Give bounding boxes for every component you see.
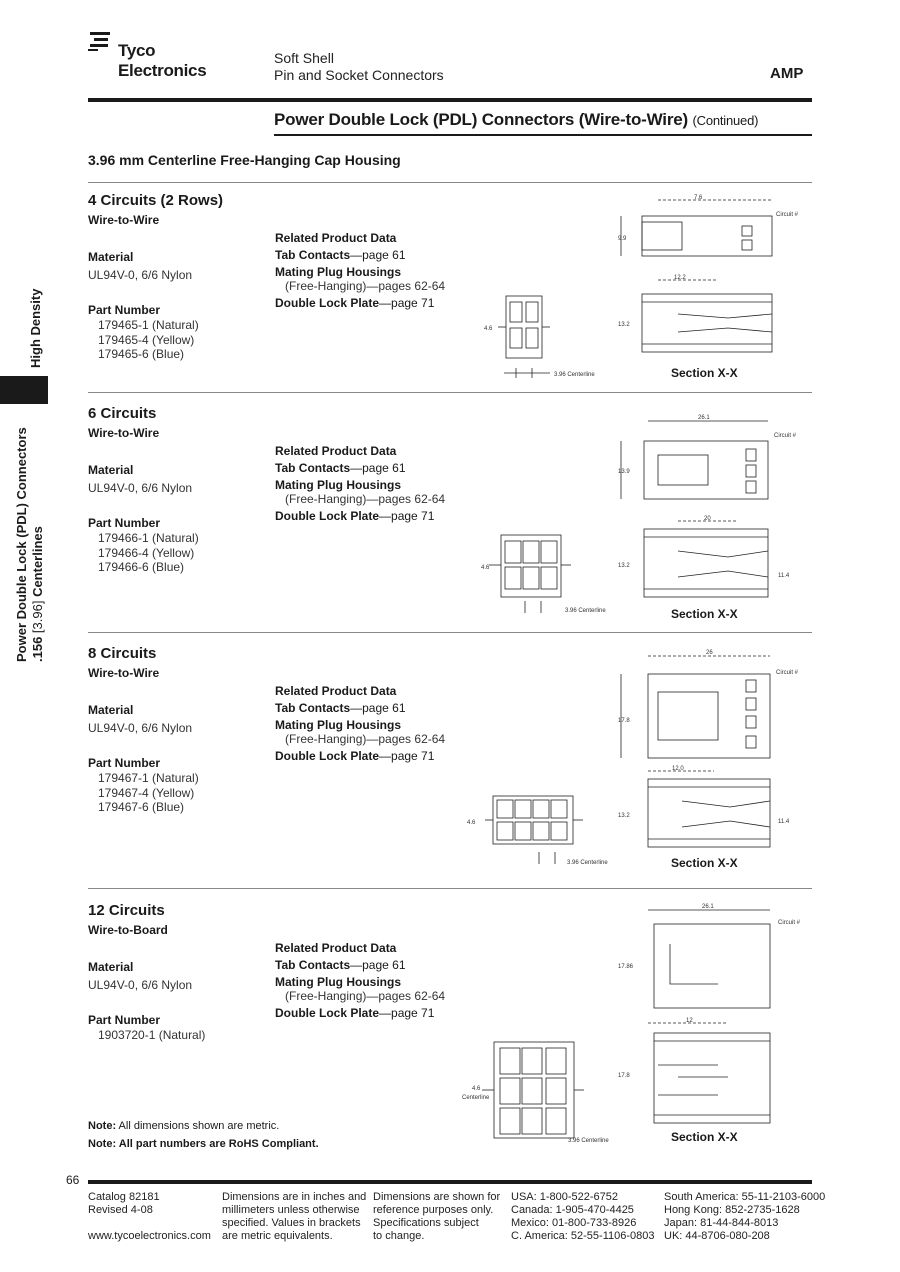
dim-mid: 12.2 — [674, 275, 686, 281]
related-product-data — [275, 940, 445, 1022]
dim-top: 26.1 — [698, 415, 710, 421]
footer-phone: USA: 1-800-522-6752 — [511, 1191, 619, 1203]
tab-contacts-link[interactable]: Tab Contacts — [275, 701, 351, 715]
tab-contacts-page: —page 61 — [350, 461, 406, 475]
footer-website-link[interactable]: www.tycoelectronics.com — [88, 1230, 211, 1242]
double-lock-plate-link[interactable]: Double Lock Plate — [275, 509, 380, 523]
footer-phone: Japan: 81-44-844-8013 — [664, 1217, 779, 1229]
related-title: Related Product Data — [275, 231, 397, 245]
dim-left: 4.6 — [472, 1086, 481, 1092]
product-block-12-circuits — [88, 902, 814, 1152]
front-view-drawing — [473, 525, 606, 615]
footer-phone: UK: 44-8706-080-208 — [664, 1230, 770, 1242]
note-label: Note: — [88, 1120, 117, 1132]
sidebar-line1: Power Double Lock (PDL) Connectors — [14, 427, 29, 662]
part-number: 179467-1 (Natural) — [98, 771, 199, 785]
part-number-list — [98, 1028, 205, 1043]
mating-plug-pages: (Free-Hanging)—pages 62-64 — [285, 492, 446, 506]
part-number: 179465-6 (Blue) — [98, 347, 185, 361]
dim-circuit: Circuit # — [776, 670, 799, 676]
product-block-4-circuits — [88, 192, 814, 387]
part-number: 179465-4 (Yellow) — [98, 332, 195, 347]
dim-top: 7.6 — [694, 195, 703, 201]
part-number: 179466-6 (Blue) — [98, 560, 185, 574]
part-number: 179465-1 (Natural) — [98, 318, 199, 332]
sidebar-line2 — [30, 427, 46, 662]
dim-height: 9.9 — [618, 236, 627, 242]
part-number: 179467-4 (Yellow) — [98, 785, 195, 800]
footer-text: Dimensions are shown for — [373, 1191, 501, 1203]
section-divider — [88, 182, 812, 183]
footer-text: Specifications subject — [373, 1217, 479, 1229]
dim-pitch: 3.96 Centerline — [568, 1138, 609, 1144]
dim-right: 11.4 — [778, 819, 790, 825]
part-number: 179466-4 (Yellow) — [98, 545, 195, 560]
material-label: Material — [88, 463, 134, 477]
footer-phone: C. America: 52-55-1106-0803 — [511, 1230, 655, 1242]
front-view-drawing — [463, 780, 608, 870]
related-title: Related Product Data — [275, 444, 397, 458]
section-x-x-label: Section X-X — [671, 607, 738, 621]
product-block-6-circuits — [88, 405, 814, 630]
part-number-list — [98, 771, 199, 815]
page-number: 66 — [66, 1173, 80, 1187]
note-metric — [88, 1120, 279, 1132]
top-view-drawing — [618, 904, 818, 1014]
double-lock-plate-link[interactable]: Double Lock Plate — [275, 749, 380, 763]
brand-name-line2: Electronics — [118, 61, 207, 80]
mating-plug-link[interactable]: Mating Plug Housings — [275, 478, 401, 492]
material-label: Material — [88, 703, 134, 717]
dim-height: 13.9 — [618, 469, 630, 475]
part-number-label: Part Number — [88, 1013, 161, 1027]
footer-text: millimeters unless otherwise — [222, 1204, 360, 1216]
top-view-drawing — [618, 650, 818, 760]
block-subtitle: Wire-to-Board — [88, 923, 168, 937]
sidebar-line2-b: [3.96] — [30, 600, 45, 634]
double-lock-plate-page: —page 71 — [379, 749, 435, 763]
section-view-drawing — [618, 515, 818, 600]
related-product-data — [275, 683, 445, 765]
title-underline — [274, 134, 812, 136]
tab-contacts-link[interactable]: Tab Contacts — [275, 958, 351, 972]
header-subtitle-line1: Soft Shell — [274, 50, 334, 66]
part-number-label: Part Number — [88, 516, 161, 530]
page-title-suffix: (Continued) — [692, 113, 759, 128]
dim-circuit: Circuit # — [778, 920, 801, 926]
section-view-drawing — [618, 274, 818, 354]
mating-plug-pages: (Free-Hanging)—pages 62-64 — [285, 732, 446, 746]
related-title: Related Product Data — [275, 684, 397, 698]
dim-circuit: Circuit # — [774, 433, 797, 439]
part-number: 179466-1 (Natural) — [98, 531, 199, 545]
dim-side: 13.2 — [618, 813, 630, 819]
front-view-drawing — [476, 292, 595, 382]
footer-phone: Canada: 1-905-470-4425 — [511, 1204, 634, 1216]
dim-pitch: 3.96 Centerline — [554, 372, 595, 378]
section-view-drawing — [618, 765, 818, 850]
dim-circuit: Circuit # — [776, 212, 799, 218]
mating-plug-pages: (Free-Hanging)—pages 62-64 — [285, 279, 446, 293]
block-divider — [88, 632, 812, 633]
dim-right: 11.4 — [778, 573, 790, 579]
footer-contacts-international — [664, 1191, 825, 1243]
footer-spacer — [88, 1217, 211, 1230]
block-title: 4 Circuits (2 Rows) — [88, 192, 224, 209]
part-number: 179467-6 (Blue) — [98, 800, 185, 814]
dim-side: 13.2 — [618, 563, 630, 569]
header-divider — [88, 98, 812, 102]
dim-height: 17.8 — [618, 718, 630, 724]
material-value: UL94V-0, 6/6 Nylon — [88, 978, 193, 992]
amp-brand: AMP — [770, 65, 804, 82]
section-title: 3.96 mm Centerline Free-Hanging Cap Housing — [88, 152, 401, 168]
sidebar-category-label: High Density — [28, 288, 43, 368]
top-view-drawing — [618, 194, 818, 269]
dim-left: 4.6 — [481, 565, 490, 571]
mating-plug-pages: (Free-Hanging)—pages 62-64 — [285, 989, 446, 1003]
footer-text: are metric equivalents. — [222, 1230, 333, 1242]
mating-plug-link[interactable]: Mating Plug Housings — [275, 718, 401, 732]
dim-left-caption: Centerline — [462, 1095, 490, 1101]
dim-top: 26 — [706, 650, 713, 656]
part-number: 1903720-1 (Natural) — [98, 1028, 206, 1042]
footer-text: to change. — [373, 1230, 425, 1242]
part-number-label: Part Number — [88, 756, 161, 770]
material-value: UL94V-0, 6/6 Nylon — [88, 268, 193, 282]
dim-height: 17.86 — [618, 964, 634, 970]
tab-contacts-page: —page 61 — [350, 701, 406, 715]
part-number-list — [98, 531, 199, 575]
footer-units-note — [222, 1191, 366, 1243]
dim-pitch: 3.96 Centerline — [565, 608, 606, 614]
note-rohs: Note: All part numbers are RoHS Compliant. — [88, 1138, 319, 1150]
footer-contacts-americas — [511, 1191, 655, 1243]
dim-left: 4.6 — [484, 326, 493, 332]
tab-contacts-page: —page 61 — [350, 248, 406, 262]
block-title: 12 Circuits — [88, 902, 165, 919]
header-subtitle-line2: Pin and Socket Connectors — [274, 67, 444, 83]
section-x-x-label: Section X-X — [671, 856, 738, 870]
dim-pitch: 3.96 Centerline — [567, 860, 608, 866]
top-view-drawing — [618, 415, 818, 505]
block-divider — [88, 888, 812, 889]
tyco-logo-icon — [88, 30, 114, 56]
double-lock-plate-link[interactable]: Double Lock Plate — [275, 296, 380, 310]
block-subtitle: Wire-to-Wire — [88, 426, 160, 440]
footer-reference-note — [373, 1191, 500, 1243]
note-text: All dimensions shown are metric. — [116, 1120, 280, 1132]
footer-divider — [88, 1180, 812, 1184]
product-block-8-circuits — [88, 645, 814, 885]
sidebar-tab-marker — [0, 376, 48, 404]
related-product-data — [275, 230, 445, 312]
part-number-label: Part Number — [88, 303, 161, 317]
tab-contacts-link[interactable]: Tab Contacts — [275, 461, 351, 475]
block-title: 6 Circuits — [88, 405, 157, 422]
front-view-drawing — [458, 1032, 608, 1152]
block-subtitle: Wire-to-Wire — [88, 213, 160, 227]
footer-text: Dimensions are in inches and — [222, 1191, 367, 1203]
dim-mid: 12.0 — [672, 766, 684, 772]
mating-plug-link[interactable]: Mating Plug Housings — [275, 265, 401, 279]
material-value: UL94V-0, 6/6 Nylon — [88, 481, 193, 495]
dim-mid: 12 — [686, 1018, 693, 1024]
dim-side: 13.2 — [618, 322, 630, 328]
double-lock-plate-link[interactable]: Double Lock Plate — [275, 1006, 380, 1020]
material-label: Material — [88, 960, 134, 974]
double-lock-plate-page: —page 71 — [379, 1006, 435, 1020]
block-title: 8 Circuits — [88, 645, 157, 662]
header-subtitle — [274, 50, 444, 84]
material-label: Material — [88, 250, 134, 264]
related-product-data — [275, 443, 445, 525]
block-subtitle: Wire-to-Wire — [88, 666, 160, 680]
footer-text: reference purposes only. — [373, 1204, 494, 1216]
sidebar-product-label — [14, 427, 46, 662]
related-title: Related Product Data — [275, 941, 397, 955]
section-x-x-label: Section X-X — [671, 1130, 738, 1144]
dim-left: 4.6 — [467, 820, 476, 826]
tab-contacts-link[interactable]: Tab Contacts — [275, 248, 351, 262]
footer-revision: Revised 4-08 — [88, 1204, 153, 1216]
footer-catalog-number: Catalog 82181 — [88, 1191, 160, 1203]
footer-text: specified. Values in brackets — [222, 1217, 361, 1229]
page-title — [274, 110, 758, 130]
part-number-list — [98, 318, 199, 362]
page-title-text: Power Double Lock (PDL) Connectors (Wire-to-Wire) — [274, 110, 688, 129]
double-lock-plate-page: —page 71 — [379, 509, 435, 523]
mating-plug-link[interactable]: Mating Plug Housings — [275, 975, 401, 989]
brand-name-line1: Tyco — [118, 41, 156, 60]
tab-contacts-page: —page 61 — [350, 958, 406, 972]
footer-catalog — [88, 1191, 211, 1243]
footer-phone: Hong Kong: 852-2735-1628 — [664, 1204, 800, 1216]
material-value: UL94V-0, 6/6 Nylon — [88, 721, 193, 735]
footer-phone: South America: 55-11-2103-6000 — [664, 1191, 826, 1203]
sidebar-line2-c: Centerlines — [30, 526, 45, 601]
footer-phone: Mexico: 01-800-733-8926 — [511, 1217, 637, 1229]
dim-mid: 20 — [704, 516, 711, 522]
section-x-x-label: Section X-X — [671, 366, 738, 380]
double-lock-plate-page: —page 71 — [379, 296, 435, 310]
sidebar-line2-a: .156 — [30, 633, 45, 662]
dim-side: 17.8 — [618, 1073, 630, 1079]
dim-top: 26.1 — [702, 904, 714, 910]
block-divider — [88, 392, 812, 393]
section-view-drawing — [618, 1017, 818, 1127]
